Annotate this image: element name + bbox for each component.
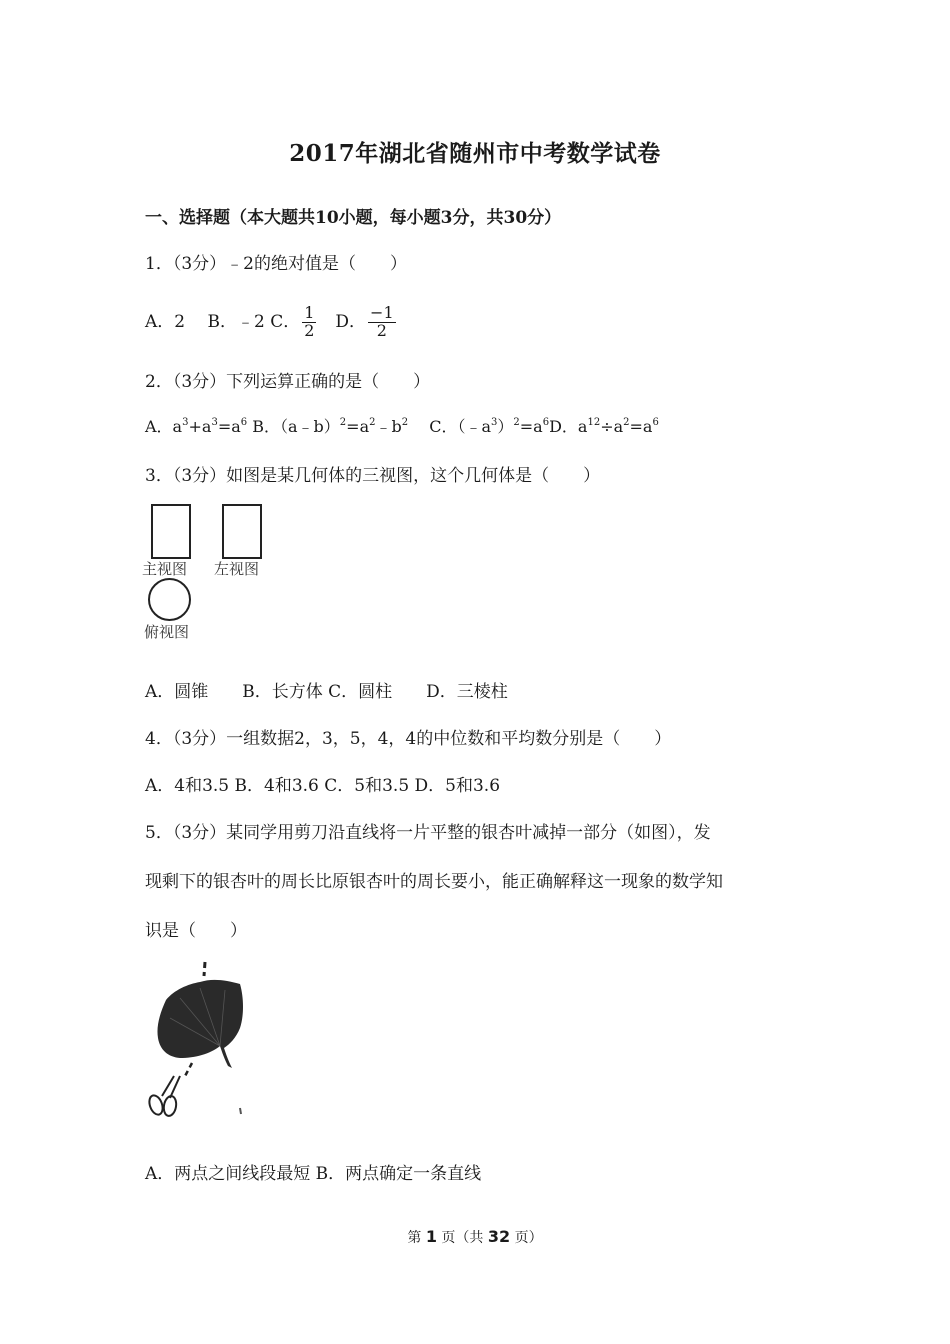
footer-suffix: 页） (510, 1230, 543, 1246)
front-view-rectangle (151, 504, 191, 559)
top-view-label: 俯视图 (144, 623, 190, 641)
question-2-options (145, 414, 659, 437)
page-title: 2017年湖北省随州市中考数学试卷 (289, 140, 661, 167)
question-5-line-1: 5．（3分）某同学用剪刀沿直线将一片平整的银杏叶减掉一部分（如图），发 (145, 823, 711, 843)
fraction-denominator: 2 (304, 320, 315, 340)
section-heading: 一、选择题（本大题共10小题，每小题3分，共30分） (145, 208, 562, 228)
question-1-options (145, 305, 398, 340)
front-view-label: 主视图 (142, 560, 188, 578)
question-5-options: A．两点之间线段最短 B．两点确定一条直线 (145, 1164, 482, 1184)
top-view-circle (148, 578, 191, 621)
question-4-options: A．4和3.5 B．4和3.6 C．5和3.5 D．5和3.6 (145, 776, 501, 796)
fraction-denominator: 2 (376, 320, 387, 340)
question-3-stem: 3．（3分）如图是某几何体的三视图，这个几何体是（ ） (145, 466, 601, 486)
question-2-stem: 2．（3分）下列运算正确的是（ ） (145, 372, 431, 392)
side-view-rectangle (222, 504, 262, 559)
question-5-line-3: 识是（ ） (145, 921, 247, 941)
q1-option-text: A．2 B．﹣2 C． (145, 311, 301, 332)
question-5-line-2: 现剩下的银杏叶的周长比原银杏叶的周长要小，能正确解释这一现象的数学知 (145, 872, 723, 892)
q1-fraction-c (302, 305, 316, 340)
q2-option-c: C．$(﹣a^3)^2=a^6$ (408, 417, 550, 436)
q2-option-d: D．$a^{12}\div a^2=a^6$ (549, 417, 659, 436)
ginkgo-leaf (157, 980, 243, 1068)
fraction-numerator: −1 (370, 303, 394, 322)
page-total: 32 (487, 1227, 511, 1246)
scissors-icon (147, 1076, 180, 1117)
q2-option-b: B．$(a﹣b)^2=a^2﹣b^2$ (247, 417, 409, 436)
question-1-stem: 1．（3分）﹣2的绝对值是（ ） (145, 254, 407, 274)
cut-line-bottom (184, 1063, 192, 1078)
side-view-label: 左视图 (214, 560, 260, 578)
q1-fraction-d (368, 305, 396, 340)
q2-option-a: A．$a^3+a^3=a^6$ (145, 417, 248, 436)
cut-line-top (204, 962, 205, 976)
question-3-options: A．圆锥 B．长方体 C．圆柱 D．三棱柱 (145, 682, 508, 702)
footer-prefix: 第 (407, 1230, 426, 1246)
page-footer (0, 1227, 950, 1247)
q1-option-d-text: D． (318, 311, 367, 332)
page-number: 1 (425, 1227, 437, 1246)
fraction-numerator: 1 (304, 303, 315, 322)
question-4-stem: 4．（3分）一组数据2，3，5，4，4的中位数和平均数分别是（ ） (145, 729, 672, 749)
ginkgo-leaf-scissors-figure (140, 958, 255, 1118)
footer-middle: 页（共 (436, 1230, 488, 1246)
